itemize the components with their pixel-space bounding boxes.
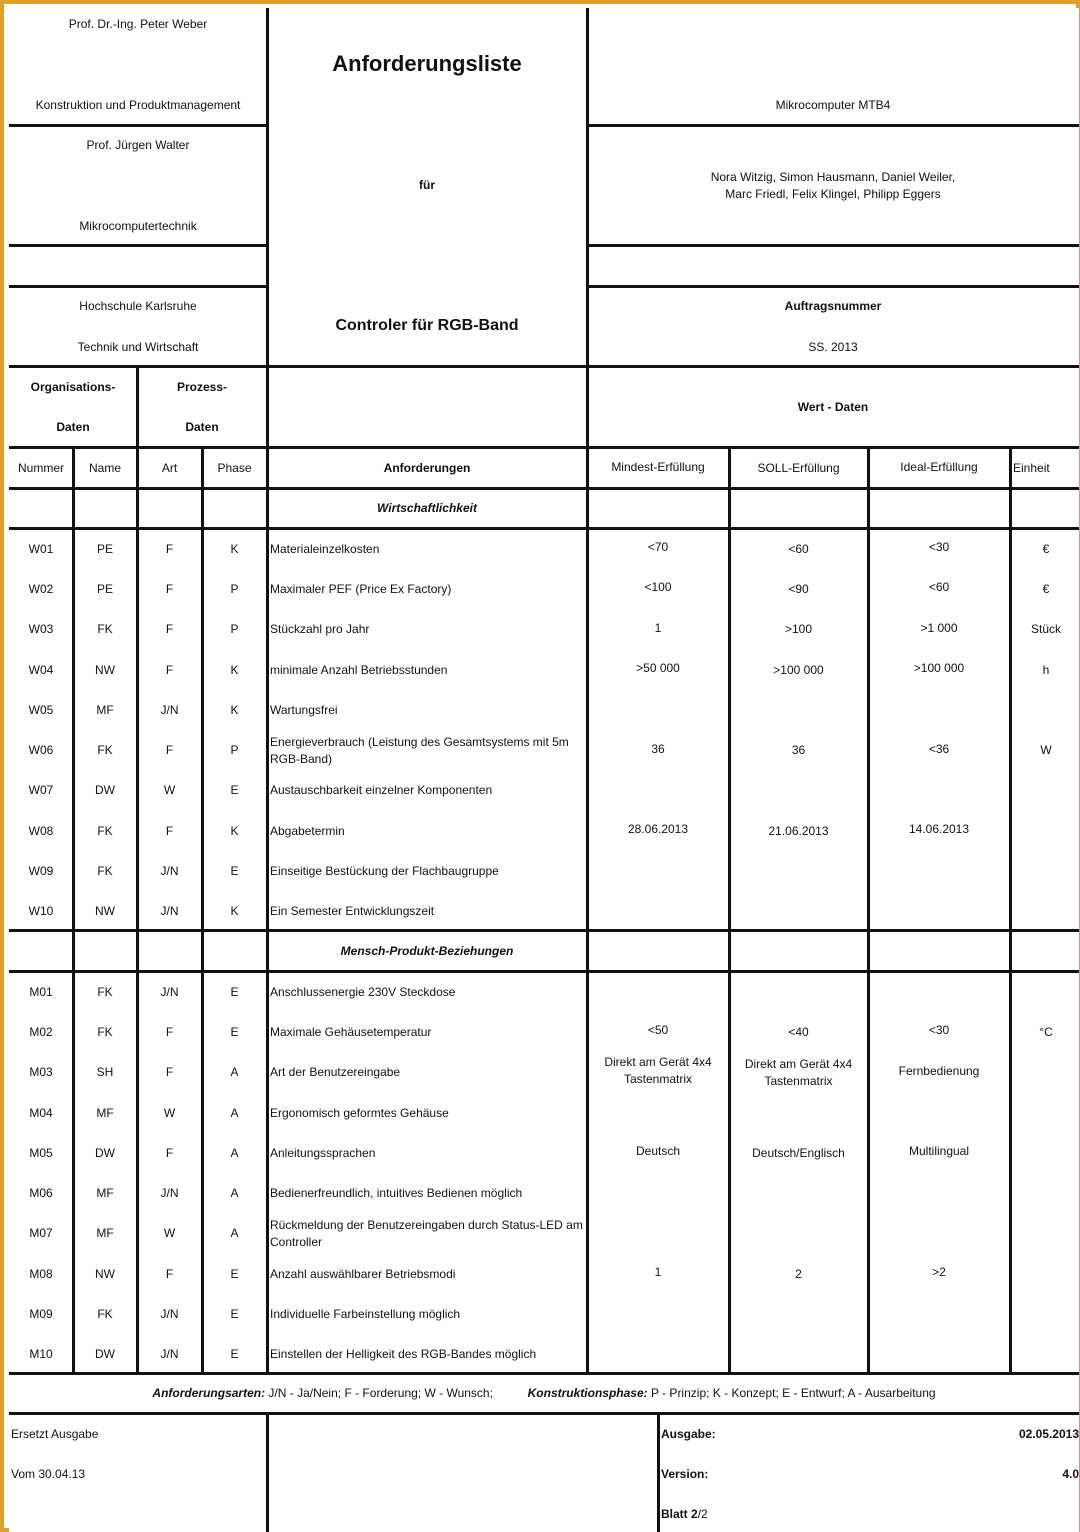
replaces-issue-label: Ersetzt Ausgabe xyxy=(11,1427,99,1441)
cell-name: FK xyxy=(97,823,113,838)
cell-requirement: Anschlussenergie 230V Steckdose xyxy=(270,984,456,999)
table-row xyxy=(9,851,1079,891)
cell-soll xyxy=(729,851,868,891)
cell-art: F xyxy=(165,622,174,637)
cell-soll: Deutsch/Englisch xyxy=(752,1145,845,1160)
cell-nummer: M10 xyxy=(29,1347,53,1362)
table-row xyxy=(9,811,1079,851)
cell-requirement: Maximale Gehäusetemperatur xyxy=(270,1024,432,1039)
cell-name: NW xyxy=(95,904,115,919)
cell-phase: K xyxy=(230,904,239,919)
for-label: für xyxy=(419,178,435,192)
cell-requirement: minimale Anzahl Betriebsstunden xyxy=(270,662,448,677)
sheet-number xyxy=(661,1506,821,1522)
cell-mindest: >50 000 xyxy=(636,661,680,676)
cell-soll xyxy=(729,1214,868,1254)
cell-name: DW xyxy=(95,1347,115,1362)
cell-art: F xyxy=(165,743,174,758)
cell-einheit xyxy=(1013,1133,1079,1173)
cell-requirement: Individuelle Farbeinstellung möglich xyxy=(270,1307,461,1322)
cell-einheit xyxy=(1013,1093,1079,1133)
subject-title: Controler für RGB-Band xyxy=(335,317,519,334)
cell-nummer: W08 xyxy=(28,823,54,838)
department-2: Mikrocomputertechnik xyxy=(79,219,197,233)
cell-name: PE xyxy=(96,541,113,556)
col-header-name: Name xyxy=(88,461,121,475)
cell-einheit: Stück xyxy=(1030,622,1061,637)
cell-requirement: Rückmeldung der Benutzereingaben durch Status-LED am Controller xyxy=(270,1217,583,1249)
cell-art: W xyxy=(163,1226,176,1241)
cell-mindest xyxy=(587,1093,729,1133)
cell-requirement: Abgabetermin xyxy=(270,823,345,838)
cell-ideal: >100 000 xyxy=(913,661,965,676)
col-header-soll: SOLL-Erfüllung xyxy=(757,461,840,475)
cell-nummer: M02 xyxy=(29,1024,53,1039)
cell-name: FK xyxy=(97,743,113,758)
cell-mindest xyxy=(587,892,729,932)
grid-line-vertical xyxy=(136,366,139,1374)
cell-name: FK xyxy=(97,984,113,999)
table-row xyxy=(9,1254,1079,1294)
sheet-label: Blatt xyxy=(661,1507,688,1521)
cell-name: PE xyxy=(96,581,113,596)
cell-soll xyxy=(729,1294,868,1334)
cell-einheit xyxy=(1013,1335,1079,1375)
col-header-ideal: Ideal-Erfüllung xyxy=(900,460,978,474)
cell-phase: E xyxy=(230,783,239,798)
cell-soll xyxy=(729,1093,868,1133)
cell-nummer: W10 xyxy=(28,904,54,919)
cell-einheit xyxy=(1013,972,1079,1012)
cell-phase: P xyxy=(230,581,239,596)
cell-name: FK xyxy=(97,864,113,879)
cell-ideal: Multilingual xyxy=(908,1144,970,1159)
cell-requirement: Austauschbarkeit einzelner Komponenten xyxy=(270,783,493,798)
cell-nummer: W07 xyxy=(28,783,54,798)
cell-art: J/N xyxy=(160,1307,179,1322)
cell-phase: K xyxy=(230,662,239,677)
cell-phase: P xyxy=(230,622,239,637)
cell-phase: E xyxy=(230,864,239,879)
cell-mindest: 28.06.2013 xyxy=(627,822,689,837)
cell-requirement: Anleitungssprachen xyxy=(270,1145,376,1160)
cell-name: FK xyxy=(97,622,113,637)
cell-soll xyxy=(729,1174,868,1214)
cell-name: MF xyxy=(96,702,114,717)
col-header-phase: Phase xyxy=(217,461,252,475)
cell-requirement: Maximaler PEF (Price Ex Factory) xyxy=(270,581,452,596)
cell-phase: A xyxy=(230,1186,239,1201)
cell-mindest: 1 xyxy=(654,1265,662,1280)
grid-line-horizontal xyxy=(9,527,1079,530)
cell-art: W xyxy=(163,1105,176,1120)
legend-phase-label: Konstruktionsphase: xyxy=(527,1386,648,1400)
cell-mindest: Deutsch xyxy=(635,1144,681,1159)
table-row xyxy=(9,1174,1079,1214)
professor-2: Prof. Jürgen Walter xyxy=(86,138,190,152)
order-number-label: Auftragsnummer xyxy=(784,299,882,313)
legend-types-text: J/N - Ja/Nein; F - Forderung; W - Wunsch; xyxy=(268,1386,493,1400)
cell-ideal: <30 xyxy=(928,1023,950,1038)
cell-einheit: € xyxy=(1042,541,1050,556)
authors-line-1: Nora Witzig, Simon Hausmann, Daniel Weiler, xyxy=(710,170,956,184)
cell-soll xyxy=(729,1335,868,1375)
cell-einheit xyxy=(1013,1053,1079,1093)
section-title-mensch-produkt: Mensch-Produkt-Beziehungen xyxy=(340,944,514,958)
cell-phase: K xyxy=(230,823,239,838)
table-row xyxy=(9,731,1079,771)
cell-ideal xyxy=(868,771,1010,811)
document-title: Anforderungsliste xyxy=(332,51,522,76)
cell-ideal: >2 xyxy=(932,1265,946,1280)
cell-art: W xyxy=(163,783,176,798)
cell-einheit: € xyxy=(1042,581,1050,596)
cell-mindest: <50 xyxy=(647,1023,669,1038)
cell-art: J/N xyxy=(160,904,179,919)
cell-ideal xyxy=(868,851,1010,891)
cell-name: MF xyxy=(96,1105,114,1120)
replaces-issue-date: Vom 30.04.13 xyxy=(11,1467,86,1481)
table-row xyxy=(9,569,1079,609)
cell-art: F xyxy=(165,541,174,556)
legend xyxy=(9,1385,1079,1401)
faculty-name: Technik und Wirtschaft xyxy=(77,340,199,354)
cell-name: DW xyxy=(95,1145,115,1160)
cell-phase: A xyxy=(230,1065,239,1080)
cell-phase: A xyxy=(230,1105,239,1120)
cell-requirement: Energieverbrauch (Leistung des Gesamtsystems mit 5m RGB-Band) xyxy=(270,734,569,766)
cell-mindest xyxy=(587,851,729,891)
cell-einheit: °C xyxy=(1039,1024,1053,1039)
cell-name: NW xyxy=(95,662,115,677)
issue-date: 02.05.2013 xyxy=(1018,1427,1079,1441)
cell-ideal xyxy=(868,1214,1010,1254)
cell-einheit xyxy=(1013,851,1079,891)
table-row xyxy=(9,892,1079,932)
col-header-einheit: Einheit xyxy=(1013,461,1050,475)
cell-mindest xyxy=(587,771,729,811)
grid-line-horizontal xyxy=(9,487,1079,490)
cell-nummer: W09 xyxy=(28,864,54,879)
cell-ideal: >1 000 xyxy=(920,620,958,635)
cell-nummer: M09 xyxy=(29,1307,53,1322)
grid-line-horizontal xyxy=(9,285,267,288)
cell-einheit xyxy=(1013,771,1079,811)
cell-einheit xyxy=(1013,1254,1079,1294)
grid-line-horizontal xyxy=(9,124,267,127)
grid-line-horizontal xyxy=(9,365,1079,368)
cell-mindest: 36 xyxy=(651,741,665,756)
cell-name: NW xyxy=(95,1266,115,1281)
org-data-header-1: Organisations- xyxy=(30,380,116,394)
cell-nummer: M04 xyxy=(29,1105,53,1120)
cell-soll: >100 000 xyxy=(773,662,824,677)
cell-einheit xyxy=(1013,892,1079,932)
col-header-art: Art xyxy=(161,461,178,475)
cell-einheit: W xyxy=(1040,743,1052,758)
cell-mindest xyxy=(587,1214,729,1254)
table-row xyxy=(9,1053,1079,1093)
issue-label: Ausgabe: xyxy=(661,1427,716,1441)
table-row xyxy=(9,771,1079,811)
cell-ideal: Fernbedienung xyxy=(898,1063,980,1078)
cell-mindest xyxy=(587,1335,729,1375)
col-header-nummer: Nummer xyxy=(17,461,64,475)
order-number-value: SS. 2013 xyxy=(808,340,858,354)
cell-ideal: <60 xyxy=(928,580,950,595)
cell-phase: E xyxy=(230,1347,239,1362)
cell-requirement: Bedienerfreundlich, intuitives Bedienen möglich xyxy=(270,1186,523,1201)
cell-art: J/N xyxy=(160,984,179,999)
cell-art: J/N xyxy=(160,1186,179,1201)
cell-soll: <40 xyxy=(788,1024,809,1039)
cell-soll: Direkt am Gerät 4x4 Tastenmatrix xyxy=(744,1056,853,1088)
cell-art: F xyxy=(165,581,174,596)
cell-requirement: Art der Benutzereingabe xyxy=(270,1065,401,1080)
grid-line-horizontal xyxy=(587,244,1079,247)
authors-line-2: Marc Friedl, Felix Klingel, Philipp Eggers xyxy=(725,187,941,201)
table-row xyxy=(9,972,1079,1012)
cell-nummer: M08 xyxy=(29,1266,53,1281)
cell-ideal xyxy=(868,1294,1010,1334)
cell-soll: 2 xyxy=(795,1266,802,1281)
department-1: Konstruktion und Produktmanagement xyxy=(35,98,241,112)
table-row xyxy=(9,1012,1079,1052)
cell-soll xyxy=(729,972,868,1012)
col-header-anforderungen: Anforderungen xyxy=(383,461,471,475)
process-data-header-2: Daten xyxy=(185,420,219,434)
cell-nummer: W04 xyxy=(28,662,54,677)
cell-requirement: Materialeinzelkosten xyxy=(270,541,380,556)
cell-phase: P xyxy=(230,743,239,758)
cell-soll xyxy=(729,690,868,730)
cell-ideal xyxy=(868,1174,1010,1214)
grid-line-horizontal xyxy=(9,1372,1079,1375)
cell-einheit xyxy=(1013,1294,1079,1334)
sheet-current: 2 xyxy=(691,1507,698,1521)
cell-einheit xyxy=(1013,1214,1079,1254)
section-title-wirtschaftlichkeit: Wirtschaftlichkeit xyxy=(377,501,477,515)
cell-phase: E xyxy=(230,984,239,999)
cell-nummer: M01 xyxy=(29,984,53,999)
grid-line-vertical xyxy=(266,8,269,1374)
cell-nummer: W06 xyxy=(28,743,54,758)
process-data-header-1: Prozess- xyxy=(176,380,228,394)
grid-line-horizontal xyxy=(9,970,1079,973)
cell-nummer: M07 xyxy=(29,1226,53,1241)
cell-einheit xyxy=(1013,690,1079,730)
table-row xyxy=(9,1294,1079,1334)
cell-nummer: W01 xyxy=(28,541,54,556)
grid-line-vertical xyxy=(728,447,731,1374)
grid-line-vertical xyxy=(867,447,870,1374)
cell-ideal xyxy=(868,972,1010,1012)
cell-nummer: W05 xyxy=(28,702,54,717)
version-value: 4.0 xyxy=(1062,1467,1079,1481)
cell-mindest: <100 xyxy=(644,580,672,595)
cell-name: DW xyxy=(95,783,115,798)
cell-name: FK xyxy=(97,1307,113,1322)
cell-requirement: Einstellen der Helligkeit des RGB-Bandes möglich xyxy=(270,1347,537,1362)
cell-phase: A xyxy=(230,1145,239,1160)
cell-name: MF xyxy=(96,1226,114,1241)
cell-ideal: <30 xyxy=(928,540,950,555)
cell-nummer: W02 xyxy=(28,581,54,596)
cell-mindest xyxy=(587,972,729,1012)
cell-ideal: 14.06.2013 xyxy=(908,822,970,837)
cell-phase: E xyxy=(230,1024,239,1039)
course-name: Mikrocomputer MTB4 xyxy=(775,98,891,112)
cell-nummer: M03 xyxy=(29,1065,53,1080)
cell-soll: >100 xyxy=(784,622,813,637)
cell-soll: 21.06.2013 xyxy=(768,823,829,838)
cell-phase: K xyxy=(230,541,239,556)
cell-einheit xyxy=(1013,1174,1079,1214)
col-header-mindest: Mindest-Erfüllung xyxy=(611,460,705,474)
table-row xyxy=(9,690,1079,730)
table-row xyxy=(9,1214,1079,1254)
cell-mindest xyxy=(587,690,729,730)
grid-line-horizontal xyxy=(9,1412,1079,1415)
professor-1: Prof. Dr.-Ing. Peter Weber xyxy=(68,17,208,31)
cell-requirement: Anzahl auswählbarer Betriebsmodi xyxy=(270,1266,456,1281)
cell-nummer: W03 xyxy=(28,622,54,637)
requirements-sheet xyxy=(9,8,1079,1532)
grid-line-horizontal xyxy=(587,124,1079,127)
cell-art: J/N xyxy=(160,1347,179,1362)
cell-ideal xyxy=(868,1093,1010,1133)
grid-line-vertical xyxy=(266,1413,269,1532)
value-data-header: Wert - Daten xyxy=(797,400,869,414)
grid-line-horizontal xyxy=(9,244,267,247)
cell-art: F xyxy=(165,823,174,838)
cell-einheit: h xyxy=(1042,662,1050,677)
cell-art: F xyxy=(165,662,174,677)
cell-phase: E xyxy=(230,1266,239,1281)
cell-nummer: M05 xyxy=(29,1145,53,1160)
cell-requirement: Wartungsfrei xyxy=(270,702,338,717)
cell-name: FK xyxy=(97,1024,113,1039)
cell-phase: K xyxy=(230,702,239,717)
legend-types-label: Anforderungsarten: xyxy=(152,1386,266,1400)
cell-name: SH xyxy=(96,1065,114,1080)
table-row xyxy=(9,610,1079,650)
cell-soll xyxy=(729,892,868,932)
cell-art: F xyxy=(165,1145,174,1160)
cell-requirement: Einseitige Bestückung der Flachbaugruppe xyxy=(270,864,499,879)
cell-ideal xyxy=(868,892,1010,932)
cell-art: F xyxy=(165,1024,174,1039)
cell-soll xyxy=(729,771,868,811)
grid-line-vertical xyxy=(201,447,204,1374)
sheet-total: /2 xyxy=(697,1507,708,1521)
table-row xyxy=(9,1133,1079,1173)
cell-art: J/N xyxy=(160,702,179,717)
org-data-header-2: Daten xyxy=(56,420,90,434)
cell-art: F xyxy=(165,1266,174,1281)
version-label: Version: xyxy=(661,1467,709,1481)
grid-line-horizontal xyxy=(587,285,1079,288)
grid-line-vertical xyxy=(1009,447,1012,1374)
cell-requirement: Stückzahl pro Jahr xyxy=(270,622,370,637)
table-row xyxy=(9,529,1079,569)
grid-line-vertical xyxy=(72,447,75,1374)
cell-name: MF xyxy=(96,1186,114,1201)
table-row xyxy=(9,650,1079,690)
cell-nummer: M06 xyxy=(29,1186,53,1201)
cell-requirement: Ein Semester Entwicklungszeit xyxy=(270,904,435,919)
cell-mindest: Direkt am Gerät 4x4 Tastenmatrix xyxy=(604,1055,712,1087)
cell-phase: E xyxy=(230,1307,239,1322)
cell-soll: 36 xyxy=(791,743,806,758)
cell-ideal xyxy=(868,690,1010,730)
cell-soll: <60 xyxy=(788,541,809,556)
table-row xyxy=(9,1335,1079,1375)
school-name: Hochschule Karlsruhe xyxy=(79,299,197,313)
cell-mindest: <70 xyxy=(647,540,669,555)
cell-einheit xyxy=(1013,811,1079,851)
cell-art: J/N xyxy=(160,864,179,879)
grid-line-vertical xyxy=(657,1413,660,1532)
cell-ideal xyxy=(868,1335,1010,1375)
cell-ideal: <36 xyxy=(928,741,950,756)
cell-mindest xyxy=(587,1294,729,1334)
legend-phase-text: P - Prinzip; K - Konzept; E - Entwurf; A - Ausarbeitung xyxy=(650,1386,936,1400)
cell-art: F xyxy=(165,1065,174,1080)
grid-line-horizontal xyxy=(9,446,1079,449)
cell-mindest: 1 xyxy=(654,620,662,635)
cell-phase: A xyxy=(230,1226,239,1241)
cell-soll: <90 xyxy=(788,581,809,596)
table-row xyxy=(9,1093,1079,1133)
grid-line-horizontal xyxy=(9,929,1079,932)
grid-line-vertical xyxy=(586,8,589,1374)
cell-requirement: Ergonomisch geformtes Gehäuse xyxy=(270,1105,449,1120)
cell-mindest xyxy=(587,1174,729,1214)
